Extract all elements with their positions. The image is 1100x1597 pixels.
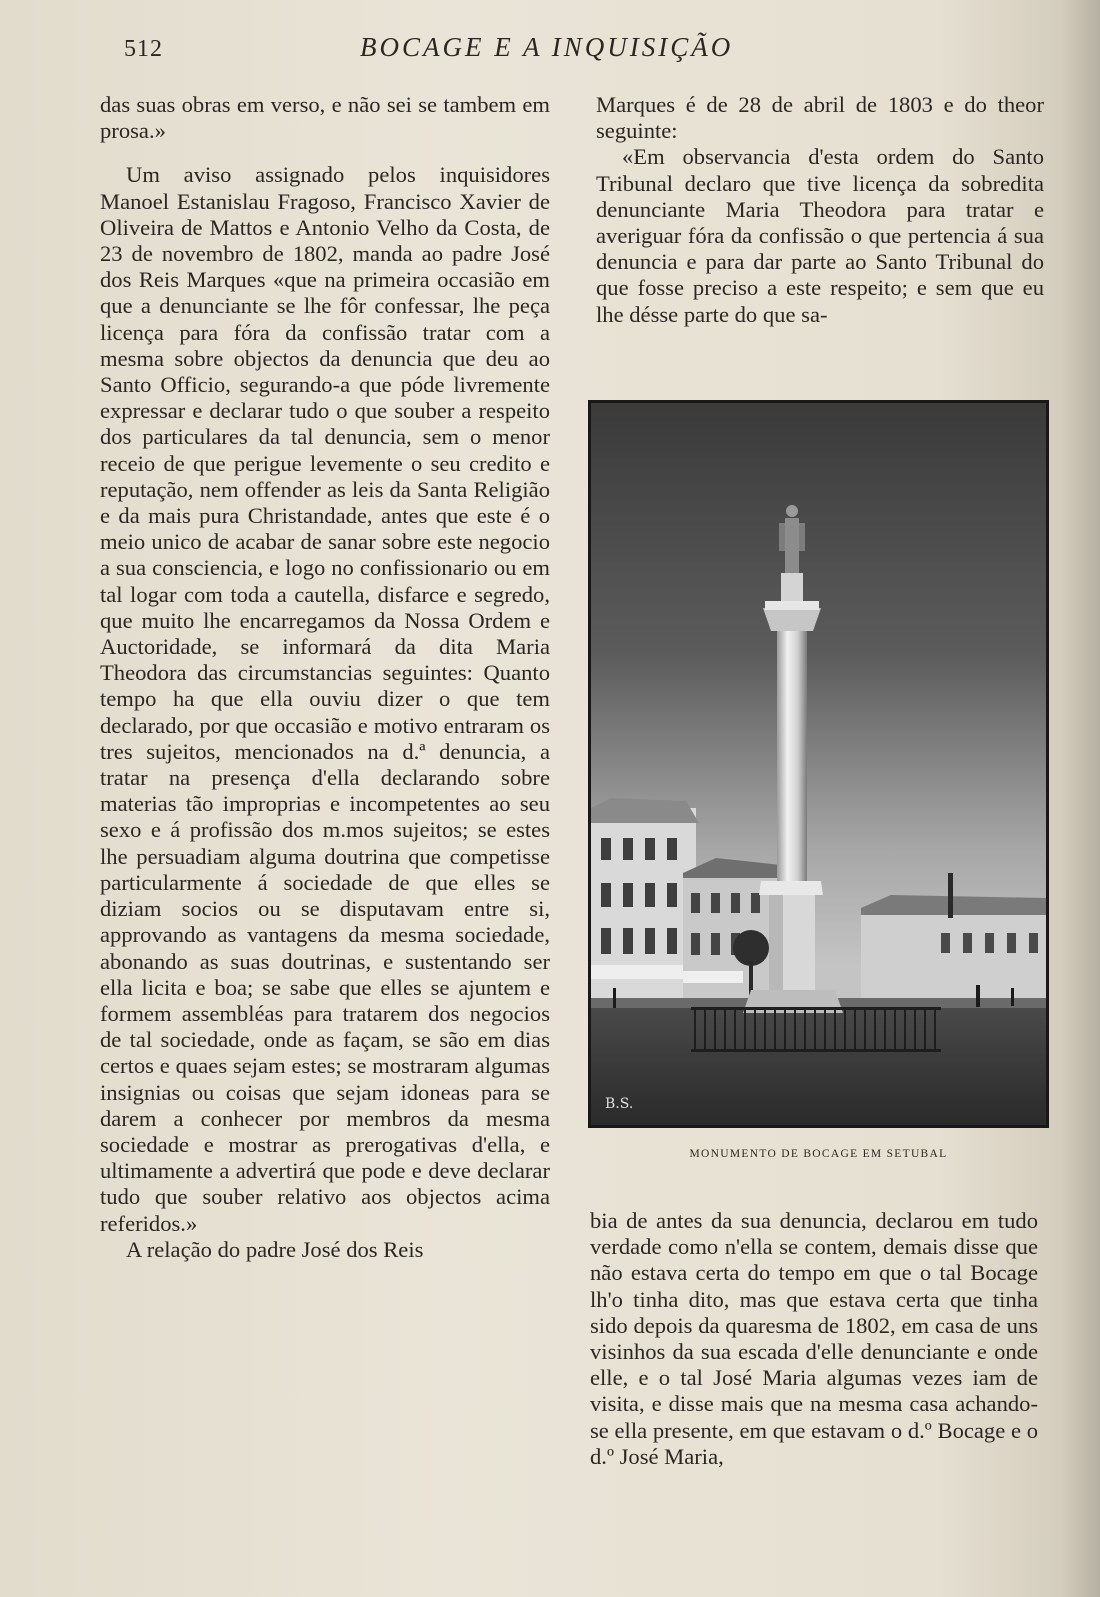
paragraph: Um aviso assignado pelos inquisidores Manoel Estanislau Fragoso, Francisco Xavier de Oliveira de Mattos e Antonio Velho da Costa, de 23 de novembro de 1802, manda ao padre José dos Reis Marques «que na primeira occasião em que a denunciante se lhe fôr confessar, lhe peça licença para fóra da confissão tratar com a mesma sobre objectos da denuncia que deu ao Santo Officio, segurando-a que póde livremente expressar e declarar tudo o que souber a respeito dos particulares da tal denuncia, sem o menor receio de que perigue levemente o seu credito e reputação, nem offender as leis da Santa Religião e da mais pura Christandade, antes que este é o meio unico de acabar de sanar sobre este negocio a sua consciencia, e logo no confissionario ou em tal logar com toda a cautella, disfarce e segredo, que muito lhe encarregamos da Nossa Ordem e Auctoridade, se informará da dita Maria Theodora das circumstancias seguintes: Quanto tempo ha que ella ouviu dizer o que tem declarado, por que occasião e motivo entraram os tres sujeitos, mencionados na d.ª denuncia, a tratar na presença d'ella declarando sobre materias tão improprias e incompetentes ao seu sexo e á profissão dos m.mos sujeitos; se estes lhe persuadiam alguma doutrina que competisse particularmente á sociedade de que elles se diziam socios ou se disputavam entre si, approvando as vantagens da mesma sociedade, abonando as suas doutrinas, e sustentando ser ella licita e boa; se sabe que elles se ajuntem e formem assembléas para tratarem dos negocios de tal sociedade, onde as façam, se são em dias certos e quaes sejam estes; se mostraram algumas insignias ou coisas que sejam idoneas para se darem a conhecer por membros da mesma sociedade e mostrar as prerogativas d'ella, e ultimamente a advertirá que pode e deve declarar tudo que souber relativo aos objectos acima referidos.» bbox=[100, 162, 550, 1236]
monument-photo-illustration bbox=[591, 403, 1046, 1125]
running-title: BOCAGE E A INQUISIÇÃO bbox=[360, 32, 734, 62]
page-number: 512 bbox=[124, 36, 163, 62]
monument-photograph bbox=[588, 400, 1049, 1128]
paragraph: Marques é de 28 de abril de 1803 e do theor seguinte: bbox=[596, 92, 1044, 144]
paragraph: A relação do padre José dos Reis bbox=[126, 1236, 424, 1262]
paragraph: das suas obras em verso, e não sei se tambem em prosa.» bbox=[100, 92, 550, 144]
figure-caption: MONUMENTO DE BOCAGE EM SETUBAL bbox=[689, 1148, 948, 1160]
left-column bbox=[100, 92, 550, 1263]
page-edge-shadow bbox=[1060, 0, 1100, 1597]
paragraph: bia de antes da sua denuncia, declarou em tudo verdade como n'ella se contem, demais disse que não estava certa do tempo em que o tal Bocage lh'o tinha dito, mas que estava certa que tinha sido depois da quaresma de 1802, em casa de uns visinhos da sua escada d'elle denunciante e onde elle, e o tal José Maria algumas vezes iam de visita, e disse mais que na mesma casa achando-se ella presente, em que estavam o d.º Bocage e o d.º José Maria, bbox=[590, 1208, 1038, 1469]
right-column-bottom bbox=[590, 1208, 1038, 1470]
right-column-top bbox=[596, 92, 1044, 328]
photographer-signature: B.S. bbox=[605, 1096, 634, 1112]
paragraph: «Em observancia d'esta ordem do Santo Tribunal declaro que tive licença da sobredita denunciante Maria Theodora para tratar e averiguar fóra da confissão o que pertencia á sua denuncia e para dar parte ao Santo Tribunal do que fosse preciso a este respeito; e sem que eu lhe désse parte do que sa- bbox=[596, 144, 1044, 327]
